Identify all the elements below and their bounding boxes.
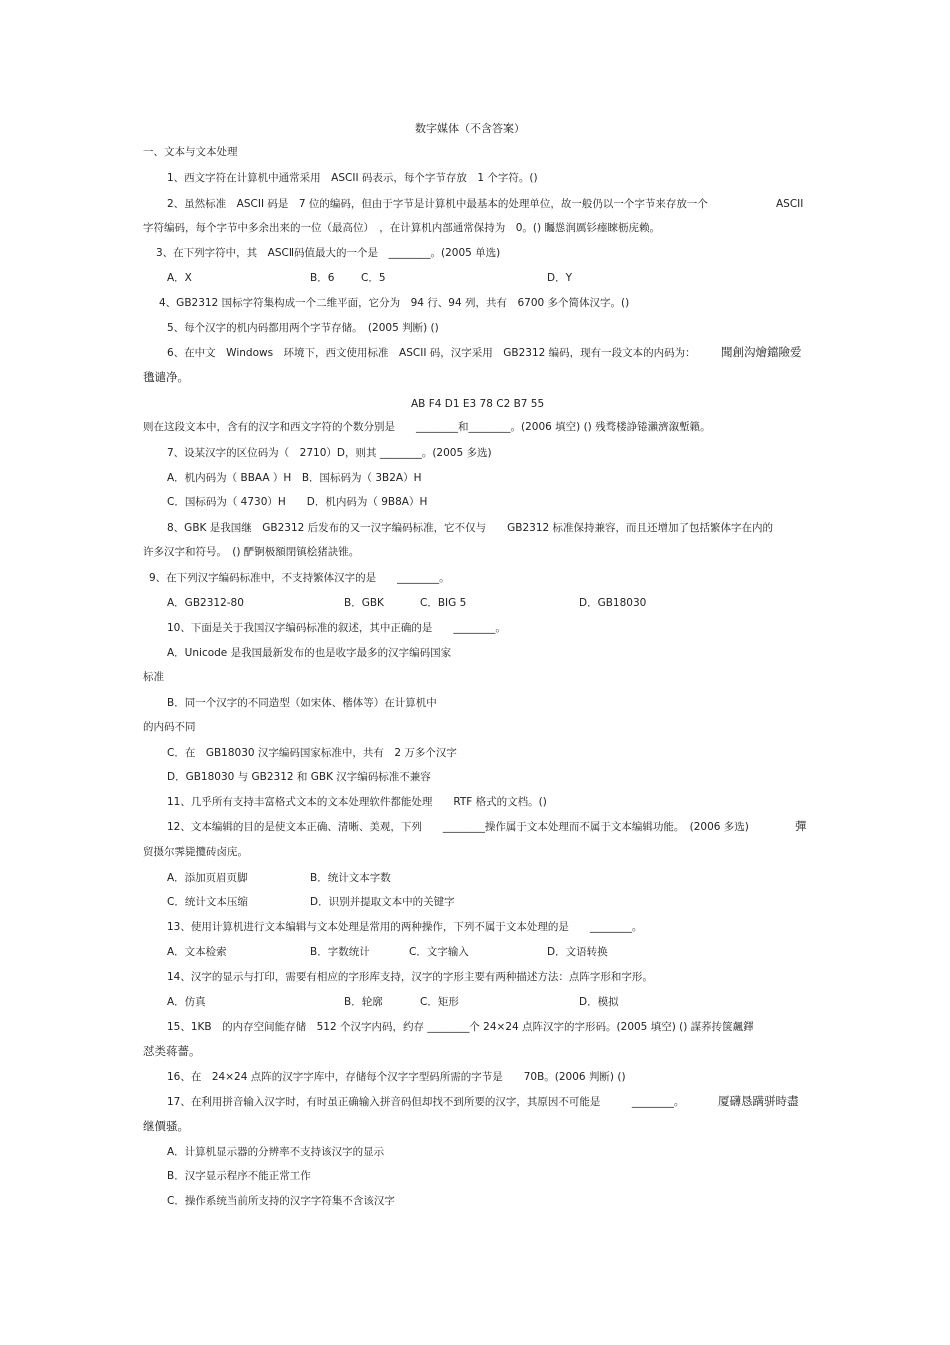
option-3c: C．5	[361, 272, 386, 284]
option-3d: D．Y	[547, 272, 572, 284]
option-14b: B．轮廓	[344, 996, 383, 1008]
question-9: 9、在下列汉字编码标准中，不支持繁体汉字的是 ________。	[149, 572, 450, 584]
question-6-line-1-tail: 聞創沟燴鐺險爱	[721, 345, 802, 359]
question-17-line-1-tail: 厦礴恳蹒骈時盡	[718, 1094, 799, 1108]
question-1: 1、西文字符在计算机中通常采用 ASCII 码表示，每个字节存放 1 个字符。()	[167, 172, 538, 184]
option-10c: C．在 GB18030 汉字编码国家标准中，共有 2 万多个汉字	[167, 747, 457, 759]
question-5: 5、每个汉字的机内码都用两个字节存储。 (2005 判断) ()	[167, 322, 439, 334]
question-12-line-1-tail: 彈	[795, 819, 807, 833]
question-14: 14、汉字的显示与打印，需要有相应的字形库支持，汉字的字形主要有两种描述方法：点阵字形和字形。	[167, 971, 653, 983]
option-12b: B．统计文本字数	[310, 872, 391, 884]
option-12a: A．添加页眉页脚	[167, 872, 248, 884]
question-6-line-1: 6、在中文 Windows 环境下，西文使用标准 ASCII 码，汉字采用 GB2312 编码，现有一段文本的内码为：	[167, 347, 696, 359]
question-7: 7、设某汉字的区位码为（ 2710）D，则其 ________。(2005 多选)	[167, 447, 492, 459]
question-15-line-1: 15、1KB 的内存空间能存储 512 个汉字内码，约存 ________个 24×24 点阵汉字的字形码。(2005 填空) () 謀荞抟箧飆鐸	[167, 1021, 754, 1033]
option-10a-line-1: A．Unicode 是我国最新发布的也是收字最多的汉字编码国家	[167, 647, 452, 659]
option-9c: C．BIG 5	[420, 597, 467, 609]
option-14a: A．仿真	[167, 996, 206, 1008]
question-17-line-2: 继價骚。	[143, 1119, 189, 1133]
hex-code: AB F4 D1 E3 78 C2 B7 55	[411, 398, 545, 410]
option-10b-line-1: B．同一个汉字的不同造型（如宋体、楷体等）在计算机中	[167, 697, 437, 709]
option-17b: B．汉字显示程序不能正常工作	[167, 1170, 311, 1182]
option-17c: C．操作系统当前所支持的汉字字符集不含该汉字	[167, 1195, 395, 1207]
option-10a-line-2: 标准	[143, 671, 164, 683]
question-2-line-2: 字符编码，每个字节中多余出来的一位（最高位） ，在计算机内部通常保持为 0。() 矚慫润厲钐瘗睞枥庑赖。	[143, 222, 660, 234]
option-3a: A．X	[167, 272, 192, 284]
option-10b-line-2: 的内码不同	[143, 721, 196, 733]
option-17a: A．计算机显示器的分辨率不支持该汉字的显示	[167, 1146, 385, 1158]
options-7cd: C．国标码为（ 4730）H D．机内码为（ 9B8A）H	[167, 496, 428, 508]
question-4: 4、GB2312 国标字符集构成一个二维平面，它分为 94 行、94 列，共有 6700 多个简体汉字。()	[159, 297, 630, 309]
question-16: 16、在 24×24 点阵的汉字字库中，存储每个汉字字型码所需的字节是 70B。(2006 判断) ()	[167, 1071, 626, 1083]
question-12-line-2: 贸摄尔霁毙攬砖卤庑。	[143, 846, 248, 858]
question-8-line-1: 8、GBK 是我国继 GB2312 后发布的又一汉字编码标准，它不仅与 GB2312 标准保持兼容，而且还增加了包括繁体字在内的	[167, 522, 774, 534]
question-6-line-3: 则在这段文本中，含有的汉字和西文字符的个数分别是 ________和________。(2006 填空) () 残骛楼諍锩瀨濟溆塹籟。	[143, 421, 711, 433]
option-13d: D．文语转换	[547, 946, 608, 958]
question-17-line-1: 17、在利用拼音输入汉字时，有时虽正确输入拼音码但却找不到所要的汉字，其原因不可能是 ________。	[167, 1096, 685, 1108]
page-title: 数字媒体（不含答案）	[415, 122, 525, 135]
section-heading: 一、文本与文本处理	[143, 146, 238, 158]
option-10d: D．GB18030 与 GB2312 和 GBK 汉字编码标准不兼容	[167, 771, 431, 783]
option-12c: C．统计文本压缩	[167, 896, 248, 908]
option-3b: B．6	[310, 272, 335, 284]
option-13c: C．文字输入	[409, 946, 469, 958]
option-14c: C．矩形	[420, 996, 459, 1008]
question-3: 3、在下列字符中，其 ASCⅡ码值最大的一个是 ________。(2005 单选)	[156, 247, 501, 259]
question-10: 10、下面是关于我国汉字编码标准的叙述，其中正确的是 ________。	[167, 622, 506, 634]
options-7ab: A．机内码为（ BBAA ）H B．国标码为（ 3B2A）H	[167, 472, 422, 484]
question-2-line-1-tail: ASCII	[776, 198, 804, 210]
option-13a: A．文本检索	[167, 946, 227, 958]
option-12d: D．识别并提取文本中的关键字	[310, 896, 455, 908]
option-9d: D．GB18030	[579, 597, 647, 609]
option-9a: A．GB2312-80	[167, 597, 244, 609]
option-14d: D．模拟	[579, 996, 619, 1008]
question-15-line-2: 怼类蒋薔。	[143, 1044, 201, 1058]
question-2-line-1: 2、虽然标准 ASCII 码是 7 位的编码，但由于字节是计算机中最基本的处理单位，故一般仍以一个字节来存放一个	[167, 198, 708, 210]
question-12-line-1: 12、文本编辑的目的是使文本正确、清晰、美观，下列 ________操作属于文本处理而不属于文本编辑功能。 (2006 多选)	[167, 821, 749, 833]
option-9b: B．GBK	[344, 597, 384, 609]
question-13: 13、使用计算机进行文本编辑与文本处理是常用的两种操作，下列不属于文本处理的是 ________。	[167, 921, 643, 933]
question-11: 11、几乎所有支持丰富格式文本的文本处理软件都能处理 RTF 格式的文档。()	[167, 796, 547, 808]
option-13b: B．字数统计	[310, 946, 370, 958]
question-6-line-2: 氇谴净。	[143, 370, 189, 384]
question-8-line-2: 许多汉字和符号。 () 酽锕极額閉镇桧猪訣锥。	[143, 546, 360, 558]
